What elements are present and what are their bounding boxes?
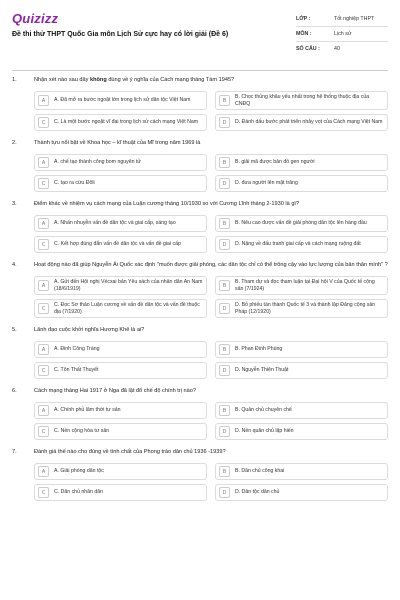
option-text: D. Dân tộc dân chủ <box>235 489 280 496</box>
option-text: C. Tôn Thất Thuyết <box>54 367 99 374</box>
question-text-part: đúng về ý nghĩa của Cách mạng tháng Tám 1945? <box>106 77 235 83</box>
question-number: 6. <box>12 388 17 394</box>
option-letter: B <box>219 405 230 416</box>
answer-option-c[interactable] <box>34 299 207 318</box>
meta-value: Tốt nghiệp THPT <box>334 16 375 22</box>
option-text: C. tạo ra cừu Đôli <box>54 180 95 187</box>
meta-key: LỚP : <box>296 16 311 22</box>
answer-option-a[interactable] <box>34 402 207 419</box>
question-header <box>0 76 400 88</box>
question-text <box>34 448 388 460</box>
question-text-part: Lãnh đạo cuộc khởi nghĩa Hương Khê là ai? <box>34 327 145 333</box>
option-letter: B <box>219 218 230 229</box>
question-item <box>0 139 400 192</box>
answer-options <box>34 276 388 318</box>
option-letter: A <box>38 466 49 477</box>
question-text <box>34 387 388 399</box>
question-text-part: Thành tựu nổi bật về Khoa học – kĩ thuật của Mĩ trong năm 1969 là <box>34 140 201 146</box>
option-letter: D <box>219 487 230 498</box>
option-text: C. Kết hợp đúng đắn vấn đề dân tộc và vấn đề giai cấp <box>54 241 181 248</box>
question-number: 7. <box>12 449 17 455</box>
answer-option-c[interactable] <box>34 362 207 379</box>
answer-options <box>34 215 388 253</box>
question-text-part: Hoạt động nào đã giúp Nguyễn Ái Quốc xác định "muốn được giải phóng, các dân tộc chỉ có thể trông cậy vào lực lượng của bản thân mình" ? <box>34 262 388 268</box>
question-header <box>0 387 400 399</box>
option-text: A. Giải phóng dân tộc <box>54 468 104 475</box>
answer-option-d[interactable] <box>215 175 388 192</box>
option-text: A. Đinh Công Tráng <box>54 346 100 353</box>
option-letter: C <box>38 487 49 498</box>
option-letter: D <box>219 426 230 437</box>
option-letter: C <box>38 117 49 128</box>
answer-option-c[interactable] <box>34 484 207 501</box>
option-text: B. Dân chủ công khai <box>235 468 285 475</box>
answer-option-d[interactable] <box>215 236 388 253</box>
option-letter: B <box>219 344 230 355</box>
option-text: A. chế tạo thành công bom nguyên tử <box>54 159 141 166</box>
page-title: Đề thi thử THPT Quốc Gia môn Lịch Sử cực hay có lời giải (Đề 6) <box>12 31 229 38</box>
option-text: B. Tham dự và đọc tham luận tại Đại hội V của Quốc tế cộng sản (7/1924) <box>235 279 375 292</box>
option-text: C. Đọc Sơ thảo Luận cương về vấn đề dân tộc và vấn đề thuộc địa (7/1920) <box>54 302 200 315</box>
answer-option-d[interactable] <box>215 299 388 318</box>
option-text: A. Chính phủ lâm thời tư sản <box>54 407 121 414</box>
answer-option-d[interactable] <box>215 114 388 131</box>
question-number: 2. <box>12 140 17 146</box>
answer-option-b[interactable] <box>215 91 388 110</box>
option-text: D. Đánh dấu bước phát triển nhảy vọt của Cách mạng Việt Nam <box>235 119 383 126</box>
option-text: C. Là một bước ngoặt vĩ đại trong lịch sử cách mạng Việt Nam <box>54 119 199 126</box>
option-letter: A <box>38 218 49 229</box>
option-letter: C <box>38 178 49 189</box>
option-letter: C <box>38 426 49 437</box>
option-letter: B <box>219 280 230 291</box>
answer-option-a[interactable] <box>34 154 207 171</box>
option-text: B. Quân chủ chuyên chế <box>235 407 292 414</box>
option-letter: D <box>219 178 230 189</box>
meta-box <box>296 12 388 56</box>
answer-options <box>34 463 388 501</box>
answer-option-c[interactable] <box>34 175 207 192</box>
option-text: B. Nêu cao được vấn đề giải phóng dân tộc lên hàng đầu <box>235 220 367 227</box>
question-text-part: Điểm khác về nhiệm vụ cách mạng của Luận cương tháng 10/1930 so với Cương Lĩnh tháng 2-1930 là gì? <box>34 201 300 207</box>
answer-options <box>34 154 388 192</box>
meta-row-class <box>296 12 388 27</box>
meta-value: Lịch sử <box>334 31 352 37</box>
option-text: C. Dân chủ nhân dân <box>54 489 104 496</box>
option-letter: A <box>38 95 49 106</box>
question-number: 4. <box>12 262 17 268</box>
meta-key: MÔN : <box>296 31 312 37</box>
question-number: 3. <box>12 201 17 207</box>
question-header <box>0 448 400 460</box>
question-item <box>0 387 400 440</box>
option-text: B. giải mã được bản đồ gen người <box>235 159 315 166</box>
option-text: D. Nguyễn Thiện Thuật <box>235 367 289 374</box>
answer-option-d[interactable] <box>215 423 388 440</box>
option-letter: C <box>38 365 49 376</box>
question-header <box>0 326 400 338</box>
question-text-part: Đánh giá thế nào cho đúng về tính chất của Phong trào dân chủ 1936 -1939? <box>34 449 226 455</box>
option-letter: D <box>219 239 230 250</box>
option-letter: A <box>38 405 49 416</box>
option-text: D. đưa người lên mặt trăng <box>235 180 298 187</box>
question-header <box>0 261 400 273</box>
option-text: A. Gửi đến Hội nghị Vécxai bản Yêu sách của nhân dân An Nam (18/6/1919) <box>54 279 203 292</box>
option-text: A. Đã mở ra bước ngoặt lớn trong lịch sử dân tộc Việt Nam <box>54 97 191 104</box>
option-letter: C <box>38 303 49 314</box>
quizizz-logo: Quizizz <box>12 11 59 26</box>
question-list <box>0 76 400 509</box>
option-text: B. Phan Đình Phùng <box>235 346 283 353</box>
answer-option-b[interactable] <box>215 463 388 480</box>
option-text: A. Nhấn nhuyễn vấn đề dân tộc và giai cấp, sáng tạo <box>54 220 176 227</box>
answer-options <box>34 341 388 379</box>
answer-options <box>34 91 388 131</box>
question-item <box>0 448 400 501</box>
option-text: D. Bỏ phiếu tán thành Quốc tế 3 và thành lập Đảng cộng sản Pháp (12/1920) <box>235 302 376 315</box>
option-letter: A <box>38 344 49 355</box>
option-text: D. Nặng về đấu tranh giai cấp và cách mạng ruộng đất <box>235 241 361 248</box>
option-letter: D <box>219 365 230 376</box>
question-item <box>0 261 400 318</box>
header-divider <box>12 70 388 71</box>
option-letter: D <box>219 117 230 128</box>
question-item <box>0 76 400 131</box>
answer-option-d[interactable] <box>215 362 388 379</box>
answer-option-b[interactable] <box>215 402 388 419</box>
option-letter: B <box>219 466 230 477</box>
answer-option-a[interactable] <box>34 463 207 480</box>
question-text <box>34 326 388 338</box>
question-number: 1. <box>12 77 17 83</box>
answer-options <box>34 402 388 440</box>
answer-option-a[interactable] <box>34 276 207 295</box>
option-letter: D <box>219 303 230 314</box>
answer-option-a[interactable] <box>34 215 207 232</box>
question-item <box>0 326 400 379</box>
answer-option-b[interactable] <box>215 341 388 358</box>
meta-key: SỐ CÂU : <box>296 46 320 52</box>
option-letter: A <box>38 280 49 291</box>
question-text <box>34 76 388 88</box>
question-text-part: Cách mạng tháng Hai 1917 ở Nga đã lật đổ chế độ chính trị nào? <box>34 388 196 394</box>
option-letter: B <box>219 157 230 168</box>
option-text: C. Nền cộng hòa tư sản <box>54 428 110 435</box>
answer-option-c[interactable] <box>34 236 207 253</box>
answer-option-b[interactable] <box>215 276 388 295</box>
answer-option-c[interactable] <box>34 114 207 131</box>
option-text: B. Chọc thủng khâu yếu nhất trong hệ thống thuộc địa của CNĐQ <box>235 94 370 107</box>
question-text <box>34 139 388 151</box>
question-header <box>0 200 400 212</box>
question-item <box>0 200 400 253</box>
answer-option-c[interactable] <box>34 423 207 440</box>
answer-option-a[interactable] <box>34 91 207 110</box>
answer-option-b[interactable] <box>215 154 388 171</box>
question-text <box>34 261 388 273</box>
meta-value: 40 <box>334 46 340 52</box>
answer-option-b[interactable] <box>215 215 388 232</box>
option-text: D. Nền quân chủ lập hiến <box>235 428 294 435</box>
option-letter: B <box>219 95 230 106</box>
answer-option-a[interactable] <box>34 341 207 358</box>
question-number: 5. <box>12 327 17 333</box>
question-header <box>0 139 400 151</box>
option-letter: C <box>38 239 49 250</box>
question-text <box>34 200 388 212</box>
question-text-emphasis: không <box>89 77 107 83</box>
question-text-part: Nhận xét nào sau đây <box>34 77 90 83</box>
meta-row-count <box>296 42 388 56</box>
answer-option-d[interactable] <box>215 484 388 501</box>
option-letter: A <box>38 157 49 168</box>
meta-row-subject <box>296 27 388 42</box>
